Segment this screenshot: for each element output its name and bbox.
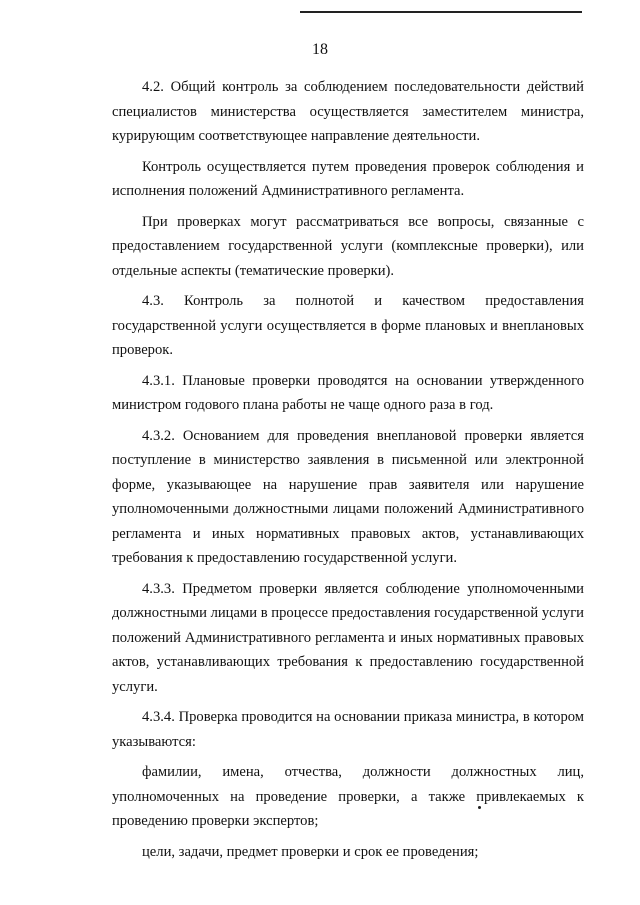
paragraph	[112, 577, 584, 700]
text-line: курирующим соответствующее направление деятельности.	[112, 128, 480, 144]
paragraph	[112, 75, 584, 149]
text-line: фамилии, имена, отчества, должности должностных лиц,	[142, 764, 584, 780]
paragraph	[112, 705, 584, 754]
page-number: 18	[312, 41, 328, 58]
paragraph	[112, 840, 584, 865]
text-line: 4.3.1. Плановые проверки проводятся на основании утвержденного	[142, 372, 584, 389]
text-line: проведению проверки экспертов;	[112, 813, 319, 829]
text-line: указываются:	[112, 733, 196, 750]
text-line: требования к предоставлению государственной услуги.	[112, 550, 458, 566]
text-line: форме, указывающее на нарушение прав заявителя или нарушение	[112, 476, 584, 493]
text-line: 4.3.4. Проверка проводится на основании приказа министра, в котором	[142, 709, 584, 725]
document-body	[112, 75, 584, 870]
text-line: исполнения положений Административного регламента.	[112, 183, 465, 199]
paragraph	[112, 210, 584, 284]
text-line: предоставлением государственной услуги (комплексные проверки), или	[112, 238, 584, 254]
text-line: регламента и иных нормативных правовых актов, устанавливающих	[112, 525, 584, 542]
text-line: должностными лицами в процессе предоставления государственной услуги	[112, 605, 584, 621]
text-line: специалистов министерства осуществляется заместителем министра,	[112, 103, 584, 120]
text-line: актов, устанавливающих требования к предоставлению государственной	[112, 654, 584, 670]
text-line: уполномоченных на проведение проверки, а также привлекаемых к	[112, 788, 584, 805]
text-line: уполномоченными должностными лицами положений Административного	[112, 501, 584, 517]
text-line: положений Административного регламента и иных нормативных правовых	[112, 629, 584, 646]
paragraph	[112, 760, 584, 834]
text-line: 4.2. Общий контроль за соблюдением последовательности действий	[142, 79, 584, 95]
text-line: При проверках могут рассматриваться все вопросы, связанные с	[142, 213, 584, 230]
text-line: 4.3.2. Основанием для проведения внеплановой проверки является	[142, 427, 584, 444]
text-line: цели, задачи, предмет проверки и срок ее проведения;	[142, 843, 479, 860]
text-line: поступление в министерство заявления в письменной или электронной	[112, 452, 584, 468]
text-line: министром годового плана работы не чаще одного раза в год.	[112, 397, 494, 413]
paragraph	[112, 369, 584, 418]
text-line: Контроль осуществляется путем проведения проверок соблюдения и	[142, 158, 584, 175]
text-line: услуги.	[112, 678, 158, 695]
text-line: 4.3. Контроль за полнотой и качеством предоставления	[142, 293, 584, 309]
text-line: отдельные аспекты (тематические проверки).	[112, 262, 395, 279]
text-line: 4.3.3. Предметом проверки является соблюдение уполномоченными	[142, 580, 584, 597]
text-line: проверок.	[112, 342, 174, 358]
paragraph	[112, 289, 584, 363]
text-line: государственной услуги осуществляется в форме плановых и внеплановых	[112, 317, 584, 334]
paragraph	[112, 155, 584, 204]
scan-speck	[478, 806, 481, 809]
header-rule	[300, 11, 582, 13]
paragraph	[112, 424, 584, 571]
